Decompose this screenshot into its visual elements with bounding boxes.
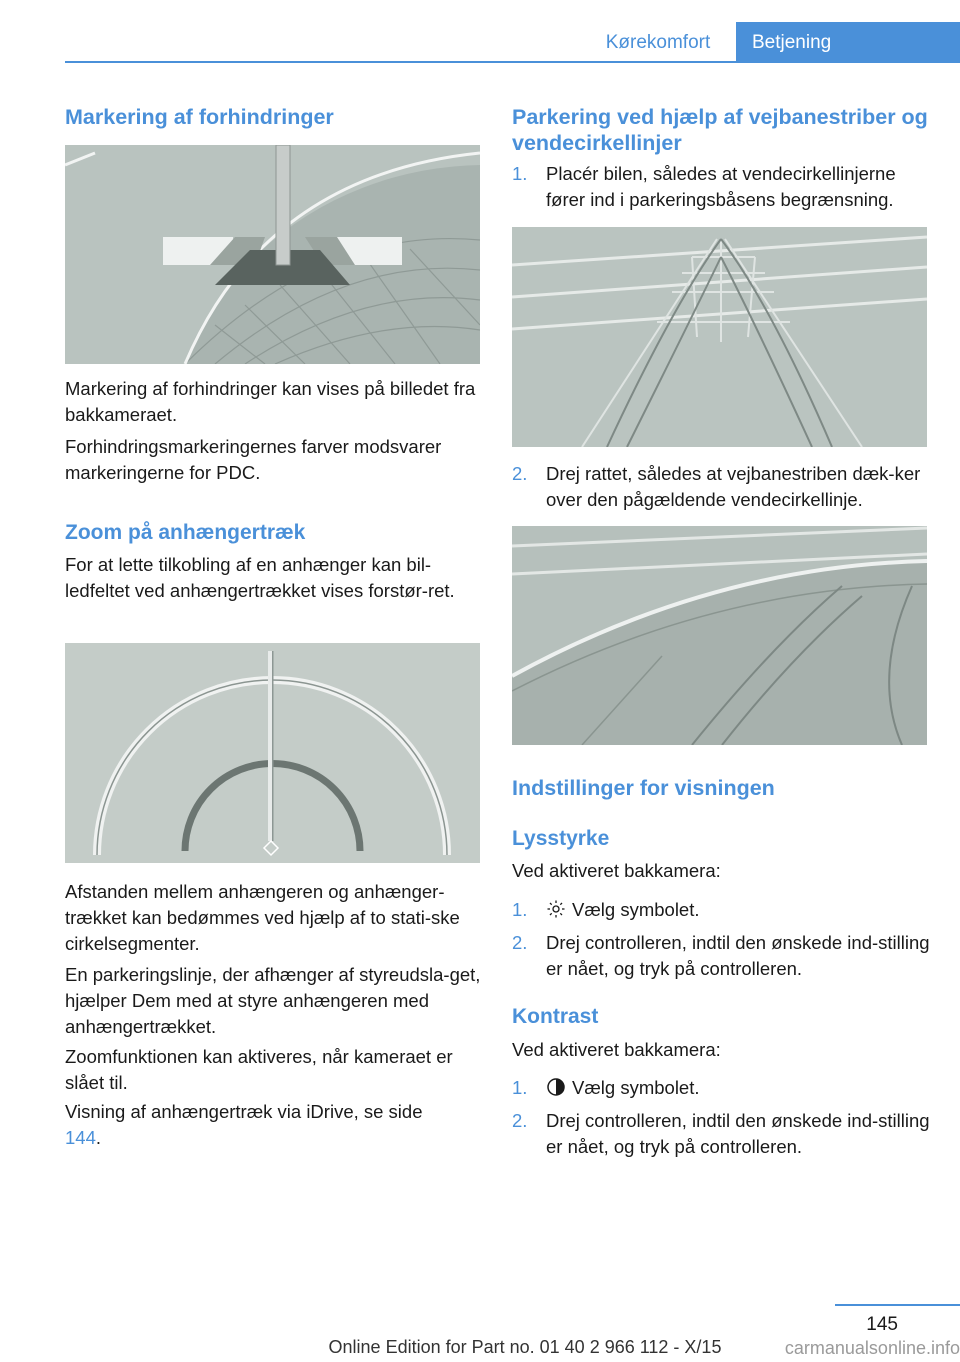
steps1-item-2	[512, 461, 932, 513]
subtitle-brightness: Lysstyrke	[512, 827, 610, 850]
left-title-obstacle-marking: Markering af forhindringer	[65, 105, 334, 129]
cross-ref-text: Visning af anhængertræk via iDrive, se side	[65, 1101, 423, 1122]
figure-turning-circle-lines	[512, 227, 927, 447]
step-number: 1.	[512, 1077, 528, 1098]
left-para-6: Zoomfunktionen kan aktiveres, når kameraet er slået til.	[65, 1046, 453, 1093]
footer-rule	[835, 1304, 960, 1306]
step-text: Drej rattet, således at vejbanestriben dæk-ker over den pågældende vendecirkellinje.	[546, 463, 921, 510]
watermark: carmanualsonline.info	[784, 1338, 960, 1358]
header-chapter-tab: Betjening	[736, 22, 960, 63]
brightness-icon	[546, 899, 566, 919]
header-rule	[65, 61, 960, 63]
step-number: 1.	[512, 899, 528, 920]
left-para-5: En parkeringslinje, der afhænger af styreudsla-get, hjælper Dem med at styre anhængeren med anhængertrækket.	[65, 964, 481, 1037]
figure-trailer-hitch-zoom	[65, 643, 480, 863]
step-number: 2.	[512, 932, 528, 953]
edition-footer: Online Edition for Part no. 01 40 2 966 112 - X/15	[328, 1337, 722, 1357]
steps2-item-1	[512, 897, 932, 923]
steps3-item-2	[512, 1108, 932, 1160]
brightness-intro: Ved aktiveret bakkamera:	[512, 860, 721, 881]
contrast-intro: Ved aktiveret bakkamera:	[512, 1039, 721, 1060]
step-text: Vælg symbolet.	[572, 899, 700, 920]
left-para-3: For at lette tilkobling af en anhænger kan bil-ledfeltet ved anhængertrækket vises forstør-ret.	[65, 554, 455, 601]
step-text: Placér bilen, således at vendecirkellinjerne fører ind i parkeringsbåsens begrænsning.	[546, 163, 896, 210]
step-text: Vælg symbolet.	[572, 1077, 700, 1098]
page-number: 145	[866, 1314, 898, 1335]
left-para-4: Afstanden mellem anhængeren og anhænger-trækket kan bedømmes ved hjælp af to stati-ske cirkelsegmenter.	[65, 881, 460, 954]
page-ref-link[interactable]: 144	[65, 1127, 96, 1148]
left-title-zoom: Zoom på anhængertræk	[65, 521, 306, 544]
step-content	[546, 1075, 930, 1101]
right-title-display-settings: Indstillinger for visningen	[512, 776, 775, 800]
header-section-tab: Kørekomfort	[580, 22, 736, 63]
steps2-item-2	[512, 930, 932, 982]
subtitle-contrast: Kontrast	[512, 1005, 599, 1028]
step-number: 2.	[512, 463, 528, 484]
step-content	[546, 897, 930, 923]
step-text: Drej controlleren, indtil den ønskede ind-stilling er nået, og tryk på controlleren.	[546, 1110, 930, 1157]
figure-lane-stripe-overlay	[512, 526, 927, 745]
cross-ref-end: .	[95, 1127, 102, 1148]
steps3-item-1	[512, 1075, 932, 1101]
figure-obstacle-marking	[65, 145, 480, 364]
step-number: 2.	[512, 1110, 528, 1131]
left-para-7	[65, 1099, 425, 1151]
contrast-icon	[546, 1077, 566, 1097]
right-title-parking-lines: Parkering ved hjælp af vejbanestriber og vendecirkellinjer	[512, 105, 928, 155]
step-number: 1.	[512, 163, 528, 184]
left-para-1: Markering af forhindringer kan vises på billedet fra bakkameraet.	[65, 378, 476, 425]
steps1-item-1	[512, 161, 932, 213]
step-text: Drej controlleren, indtil den ønskede ind-stilling er nået, og tryk på controlleren.	[546, 932, 930, 979]
left-para-2: Forhindringsmarkeringernes farver modsvarer markeringerne for PDC.	[65, 436, 442, 483]
